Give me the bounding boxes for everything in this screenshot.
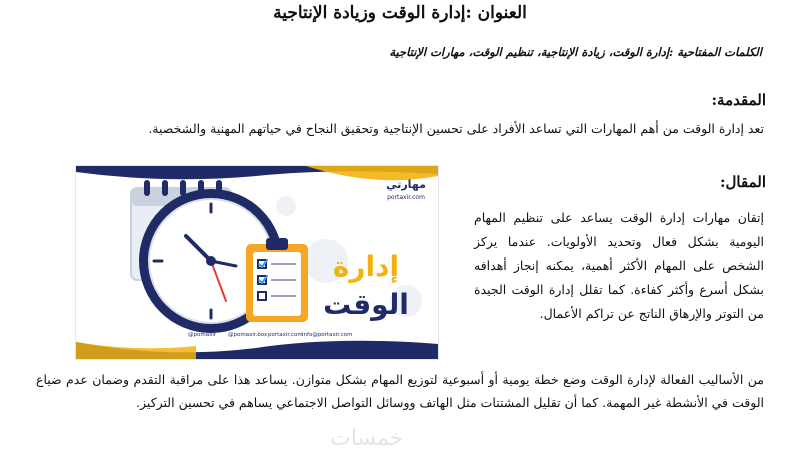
svg-text:@pomaxir.box: @pomaxir.box xyxy=(228,332,268,338)
svg-text:info@portaxir.com: info@portaxir.com xyxy=(302,332,353,338)
svg-text:مهارتي: مهارتي xyxy=(386,178,426,191)
article-paragraph-1: إتقان مهارات إدارة الوقت يساعد على تنظيم المهام اليومية بشكل فعال وتحديد الأولويات. عندما يركز الشخص على المهام الأكثر أهمية، يمكنه إنجاز أهدافه بشكل أسرع وأكثر كفاءة. كما تقلل إدارة الوقت الجيدة من التوتر والإرهاق الناتج عن تراكم الأعمال. xyxy=(474,210,764,321)
svg-text:portaxir.com: portaxir.com xyxy=(387,194,425,201)
brand-logo xyxy=(386,178,426,201)
watermark: خمسات xyxy=(330,426,404,451)
clipboard-icon xyxy=(246,238,308,322)
article-paragraph-2: من الأساليب الفعالة لإدارة الوقت وضع خطة يومية أو أسبوعية لتوزيع المهام بشكل متوازن. يساعد هذا على مراقبة التقدم وضمان عدم ضياع الوقت في الأنشطة غير المهمة. كما أن تقليل المشتتات مثل الهاتف ووسائل التواصل الاجتماعي يساهم في تحسين التركيز. xyxy=(36,372,764,410)
document-title: العنوان :إدارة الوقت وزيادة الإنتاجية xyxy=(273,3,527,23)
svg-text:portaxir.com: portaxir.com xyxy=(268,332,303,338)
time-management-illustration xyxy=(75,165,439,360)
intro-heading: المقدمة: xyxy=(711,91,766,109)
illustration-footer xyxy=(188,332,353,338)
illustration-headline-1: إدارة xyxy=(332,250,400,283)
illustration-headline-2: الوقت xyxy=(323,288,409,321)
svg-text:@pomaxir: @pomaxir xyxy=(188,332,217,338)
intro-paragraph: تعد إدارة الوقت من أهم المهارات التي تساعد الأفراد على تحسين الإنتاجية وتحقيق النجاح في حياتهم المهنية والشخصية. xyxy=(148,121,764,136)
keywords-line: الكلمات المفتاحية :إدارة الوقت، زيادة الإنتاجية، تنظيم الوقت، مهارات الإنتاجية xyxy=(389,45,762,59)
article-heading: المقال: xyxy=(719,173,766,191)
